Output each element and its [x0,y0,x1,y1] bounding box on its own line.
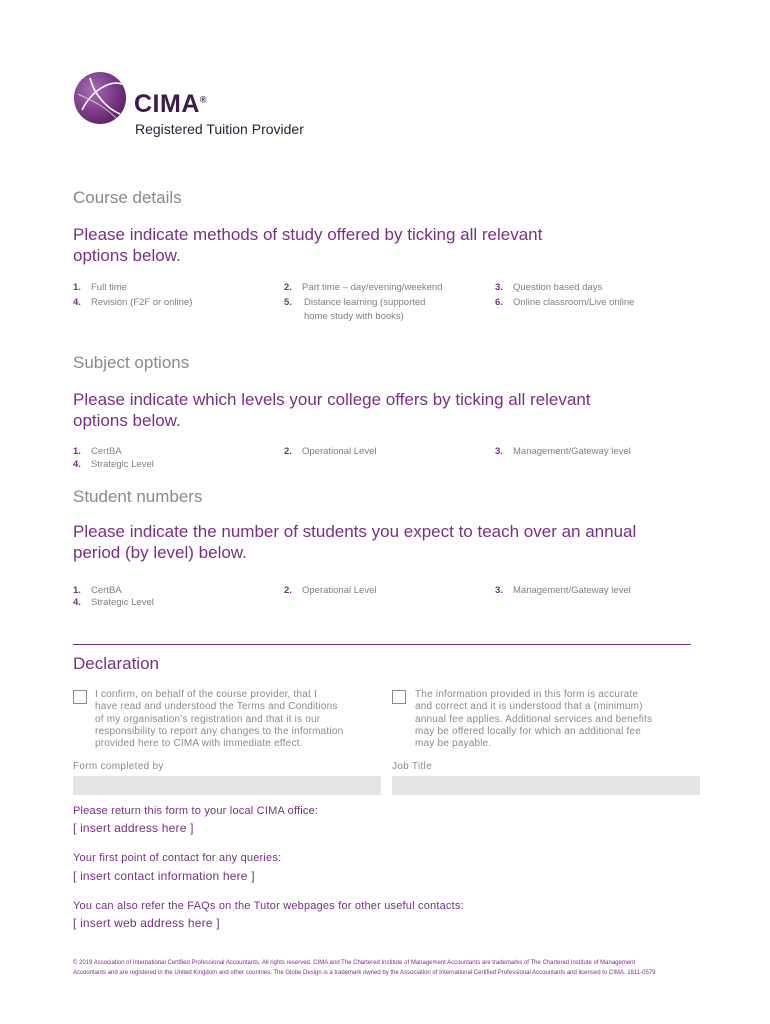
student-numbers-heading: Please indicate the number of students you expect to teach over an annual period (by level) below. [73,522,637,562]
job-title-label: Job Title [392,761,432,772]
subject-option-1[interactable]: 1. CertBA [73,446,122,457]
form-completed-by-input[interactable] [73,776,381,795]
cima-logo [72,70,372,150]
confirm-terms-text: I confirm, on behalf of the course provider, that I have read and understood the Terms and Conditions of my organisation’s registration and that it is our responsibility to report any changes to the information provided here to CIMA with immediate effect. [95,689,344,750]
contact-information: [ insert contact information here ] [73,869,255,883]
course-option-3[interactable]: 3. Question based days [495,282,603,293]
course-option-6[interactable]: 6. Online classroom/Live online [495,297,635,308]
job-title-input[interactable] [392,776,700,795]
subject-option-3[interactable]: 3. Management/Gateway level [495,446,631,457]
confirm-terms-checkbox[interactable] [73,690,87,704]
subject-option-4[interactable]: 4. Strategic Level [73,459,154,470]
student-option-3[interactable]: 3. Management/Gateway level [495,585,631,596]
declaration-title: Declaration [73,654,159,673]
brand-subtitle: Registered Tuition Provider [135,121,304,137]
subject-options-heading: Please indicate which levels your college offers by ticking all relevant options below. [73,390,591,430]
course-option-2[interactable]: 2. Part time – day/evening/weekend [284,282,443,293]
confirm-accuracy-checkbox[interactable] [392,690,406,704]
course-option-1[interactable]: 1. Full time [73,282,127,293]
student-numbers-title: Student numbers [73,487,203,506]
student-option-4[interactable]: 4. Strategic Level [73,597,154,608]
course-details-heading: Please indicate methods of study offered by ticking all relevant options below. [73,225,543,265]
course-option-4[interactable]: 4. Revision (F2F or online) [73,297,193,308]
course-option-5[interactable]: 5. Distance learning (supported home study with books) [284,297,426,322]
subject-option-2[interactable]: 2. Operational Level [284,446,377,457]
brand-name: CIMA® [134,90,208,118]
office-address: [ insert address here ] [73,821,194,835]
subject-options-title: Subject options [73,353,190,372]
globe-icon [72,70,128,126]
queries-instructions: Your first point of contact for any queries: [73,852,282,864]
copyright-footer: © 2019 Association of International Certified Professional Accountants. All rights reserved. CIMA and The Chartered Institute of Management Accountants are trademarks of The Chartered Institute of Management Accountants and are registered in the United Kingdom and other countries. The Globe Design is a trademark owned by the Association of International Certified Professional Accountants and licensed to CIMA. 1811-0579 [73,960,656,976]
course-details-title: Course details [73,188,182,207]
web-address[interactable]: [ insert web address here ] [73,916,220,930]
form-completed-by-label: Form completed by [73,761,164,772]
student-option-2[interactable]: 2. Operational Level [284,585,377,596]
faq-instructions: You can also refer the FAQs on the Tutor webpages for other useful contacts: [73,900,464,912]
confirm-accuracy-text: The information provided in this form is accurate and correct and it is understood that a (minimum) annual fee applies. Additional services and benefits may be offered locally for which an additional fee may be payable. [415,689,653,750]
student-option-1[interactable]: 1. CertBA [73,585,122,596]
return-instructions: Please return this form to your local CIMA office: [73,805,319,817]
section-divider [73,644,691,645]
